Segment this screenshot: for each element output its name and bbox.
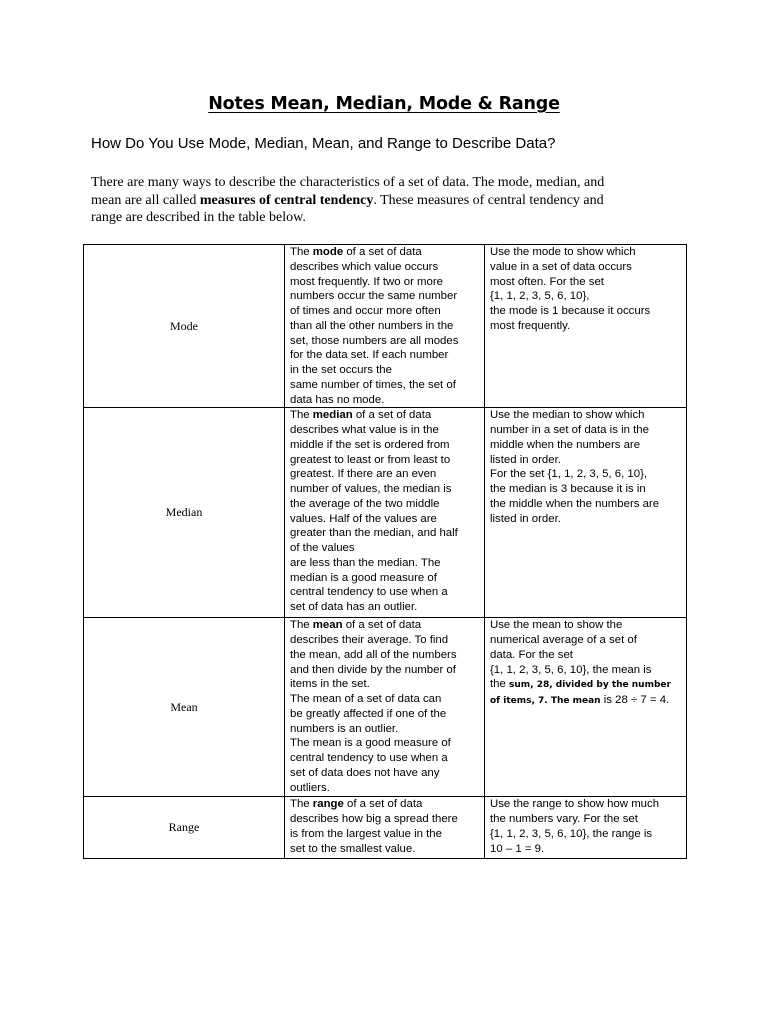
median-usage-line: listed in order. [490, 512, 561, 525]
range-label: Range [84, 797, 285, 859]
range-description-line: The range of a set of data [290, 798, 423, 811]
mode-description-line: data has no mode. [290, 393, 385, 406]
mean-usage-line: numerical average of a set of [490, 634, 637, 646]
mean-description-line: be greatly affected if one of the [290, 707, 447, 720]
median-description-line: middle if the set is ordered from [290, 438, 450, 451]
median-usage [485, 408, 687, 618]
table-row-range [84, 797, 687, 859]
median-usage-line: number in a set of data is in the [490, 424, 649, 436]
median-usage-line: Use the median to show which [490, 409, 645, 422]
mean-description-line: set of data does not have any [290, 766, 440, 779]
mean-label: Mean [84, 618, 285, 797]
mode-description [285, 245, 485, 408]
median-usage-line: listed in order. [490, 453, 561, 466]
median-description-line: central tendency to use when a [290, 586, 448, 599]
table-row-mean [84, 618, 687, 797]
intro-line-3: range are described in the table below. [91, 210, 306, 225]
range-usage-line: Use the range to show how much [490, 798, 660, 811]
intro-bold-term: measures of central tendency [199, 192, 374, 208]
mean-usage-line: {1, 1, 2, 3, 5, 6, 10}, the mean is [490, 663, 652, 676]
mode-description-line: in the set occurs the [290, 364, 392, 376]
mean-description-line: and then divide by the number of [290, 663, 456, 676]
mode-usage-line: the mode is 1 because it occurs [490, 305, 651, 317]
mean-usage [485, 618, 687, 797]
mean-usage-line: Use the mean to show the [490, 619, 623, 632]
median-term: median [312, 409, 353, 422]
median-description [285, 408, 485, 618]
table-row-median [84, 408, 687, 618]
mean-description-line: numbers is an outlier. [290, 722, 399, 735]
median-description-line: set of data has an outlier. [290, 601, 418, 613]
mean-description-line: The mean is a good measure of [290, 737, 451, 750]
mode-description-line: numbers occur the same number [290, 290, 458, 303]
median-description-line: The median of a set of data [290, 409, 432, 422]
range-term: range [312, 798, 344, 811]
range-description [285, 797, 485, 859]
range-description-line: is from the largest value in the [290, 827, 442, 840]
median-description-line: greatest to least or from least to [290, 453, 451, 466]
median-description-line: number of values, the median is [290, 483, 452, 495]
mean-usage-line: the sum, 28, divided by the number [490, 678, 671, 691]
median-description-line: the average of the two middle [290, 497, 440, 510]
table-row-mode [84, 245, 687, 408]
range-description-line: describes how big a spread there [290, 813, 458, 825]
mode-usage-line: Use the mode to show which [490, 246, 636, 258]
mode-description-line: same number of times, the set of [290, 378, 456, 391]
intro-line-2-post: . These measures of central tendency and [373, 192, 604, 208]
mode-usage-line: {1, 1, 2, 3, 5, 6, 10}, [490, 290, 590, 303]
mean-description-line: the mean, add all of the numbers [290, 648, 457, 661]
subtitle: How Do You Use Mode, Median, Mean, and Range to Describe Data? [91, 135, 556, 152]
median-usage-line: middle when the numbers are [490, 438, 641, 451]
range-usage [485, 797, 687, 859]
mode-description-line: than all the other numbers in the [290, 319, 454, 332]
median-usage-line: the middle when the numbers are [490, 497, 660, 510]
mode-description-line: for the data set. If each number [290, 349, 449, 362]
mean-description-line: outliers. [290, 781, 330, 794]
range-description-line: set to the smallest value. [290, 842, 416, 855]
mean-description-line: central tendency to use when a [290, 752, 448, 764]
measures-table-body [84, 245, 687, 859]
median-description-line: describes what value is in the [290, 424, 439, 436]
mode-label: Mode [84, 245, 285, 408]
median-label: Median [84, 408, 285, 618]
range-usage-line: {1, 1, 2, 3, 5, 6, 10}, the range is [490, 827, 653, 840]
mode-term: mode [312, 246, 344, 258]
mode-description-line: set, those numbers are all modes [290, 334, 459, 347]
mean-usage-line: data. For the set [490, 648, 573, 661]
mode-description-line: of times and occur more often [290, 305, 441, 317]
median-usage-line: For the set {1, 1, 2, 3, 5, 6, 10}, [490, 468, 648, 481]
median-description-line: of the values [290, 542, 355, 554]
median-description-line: median is a good measure of [290, 571, 437, 584]
mean-term: mean [312, 619, 343, 632]
mean-description-line: The mean of a set of data [290, 619, 422, 632]
mean-description-line: items in the set. [290, 678, 370, 691]
measures-table [83, 244, 687, 859]
median-description-line: are less than the median. The [290, 556, 441, 569]
mode-usage-line: most frequently. [490, 319, 571, 332]
intro-line-2 [91, 192, 681, 210]
mode-usage [485, 245, 687, 408]
page-title: Notes Mean, Median, Mode & Range [208, 94, 560, 114]
mode-description-line: describes which value occurs [290, 260, 439, 273]
median-description-line: values. Half of the values are [290, 512, 437, 525]
mean-usage-calibri-text: of items, 7. The mean [490, 696, 601, 706]
mean-usage-line: of items, 7. The mean is 28 ÷ 7 = 4. [490, 694, 670, 706]
mean-description-line: describes their average. To find [290, 634, 449, 646]
intro-line-1: There are many ways to describe the characteristics of a set of data. The mode, median, and [91, 175, 605, 190]
median-usage-line: the median is 3 because it is in [490, 483, 646, 495]
mean-usage-calibri-text: sum, 28, divided by the number [509, 680, 671, 691]
intro-paragraph [91, 174, 681, 227]
range-usage-line: the numbers vary. For the set [490, 813, 638, 825]
median-description-line: greatest. If there are an even [290, 468, 437, 481]
intro-line-2-pre: mean are all called [91, 192, 200, 208]
mean-description [285, 618, 485, 797]
mode-description-line: most frequently. If two or more [290, 275, 443, 288]
mode-description-line: The mode of a set of data [290, 246, 422, 258]
mean-description-line: The mean of a set of data can [290, 693, 442, 705]
range-usage-line: 10 – 1 = 9. [490, 842, 545, 855]
mode-usage-line: value in a set of data occurs [490, 260, 632, 273]
median-description-line: greater than the median, and half [290, 527, 458, 540]
mode-usage-line: most often. For the set [490, 275, 604, 288]
